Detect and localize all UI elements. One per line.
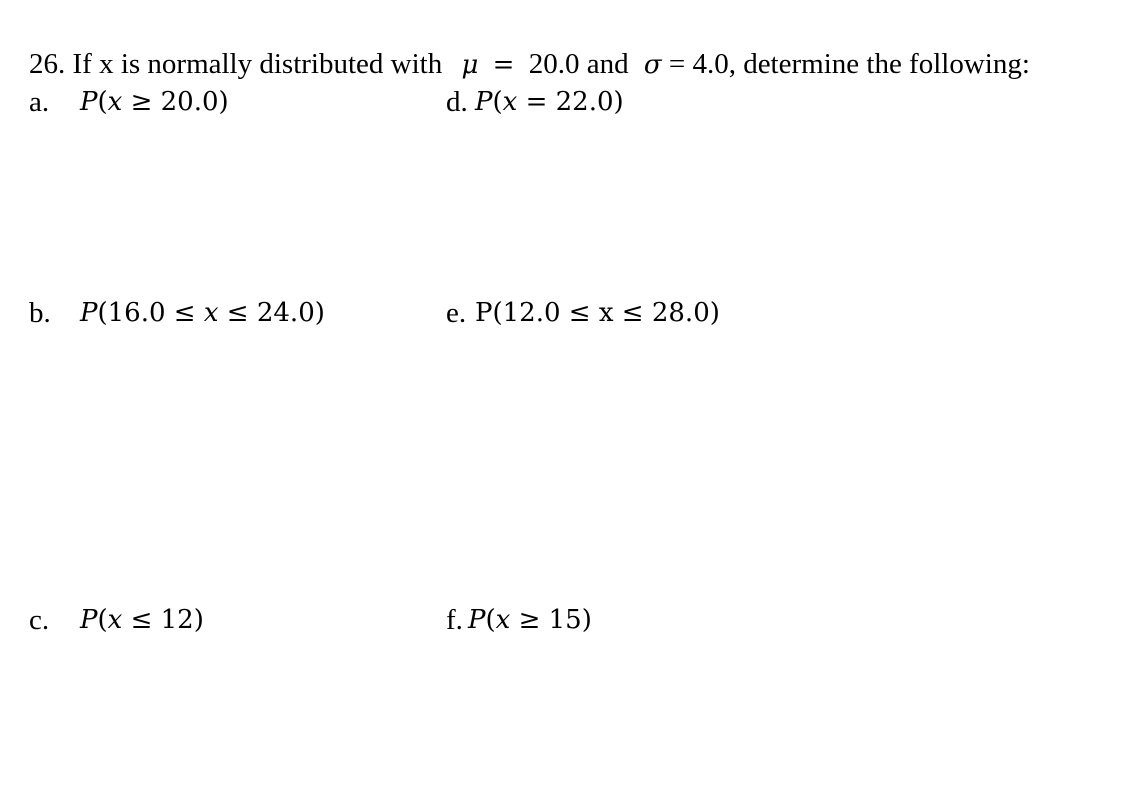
problem-number: 26. xyxy=(29,48,66,80)
expression-relation: ≥ 20.0 xyxy=(122,87,219,117)
expression-open: (16.0 ≤ xyxy=(97,298,204,328)
sigma-symbol: σ xyxy=(643,50,662,80)
expression-relation: ≥ 15 xyxy=(510,605,582,635)
equals-sign: = xyxy=(661,48,693,80)
expression-relation: ≤ 24.0 xyxy=(218,298,315,328)
expression-close: ) xyxy=(193,605,204,635)
variable-x: x xyxy=(502,87,518,117)
expression-close: ) xyxy=(218,87,229,117)
probability-symbol: P xyxy=(475,298,493,328)
expression-relation: ≤ 12 xyxy=(122,605,194,635)
probability-symbol: P xyxy=(468,605,486,635)
expression-open: ( xyxy=(97,605,108,635)
part-b-label: b. xyxy=(29,297,51,329)
probability-symbol: P xyxy=(80,87,98,117)
expression-close: ) xyxy=(314,298,325,328)
part-c-label: c. xyxy=(29,604,50,636)
part-f-label: f. xyxy=(446,604,463,636)
problem-text: If x is normally distributed with xyxy=(72,48,443,80)
variable-x: x xyxy=(203,298,219,328)
sigma-value: 4.0, determine the following: xyxy=(692,48,1030,80)
variable-x: x xyxy=(495,605,511,635)
part-d-expression xyxy=(475,85,624,123)
probability-symbol: P xyxy=(80,605,98,635)
equals-sign: = xyxy=(484,50,523,80)
variable-x: x xyxy=(598,298,614,328)
expression-close: ) xyxy=(581,605,592,635)
variable-x: x xyxy=(107,87,123,117)
part-a-label: a. xyxy=(29,86,50,118)
mu-symbol: μ xyxy=(461,50,479,80)
part-d-label: d. xyxy=(446,86,468,118)
variable-x: x xyxy=(107,605,123,635)
expression-close: ) xyxy=(709,298,720,328)
expression-close: ) xyxy=(613,87,624,117)
part-b-expression xyxy=(80,296,325,334)
part-c-expression xyxy=(80,603,204,641)
part-e-expression xyxy=(475,296,720,334)
expression-open: ( xyxy=(97,87,108,117)
probability-symbol: P xyxy=(80,298,98,328)
expression-open: ( xyxy=(492,87,503,117)
probability-symbol: P xyxy=(475,87,493,117)
mu-value: 20.0 and xyxy=(528,48,629,80)
part-e-label: e. xyxy=(446,297,467,329)
expression-relation: = 22.0 xyxy=(517,87,614,117)
expression-relation: ≤ 28.0 xyxy=(613,298,710,328)
part-f-expression xyxy=(468,603,592,641)
expression-open: ( xyxy=(485,605,496,635)
problem-statement xyxy=(29,47,1030,82)
expression-open: (12.0 ≤ xyxy=(492,298,599,328)
part-a-expression xyxy=(80,85,229,123)
